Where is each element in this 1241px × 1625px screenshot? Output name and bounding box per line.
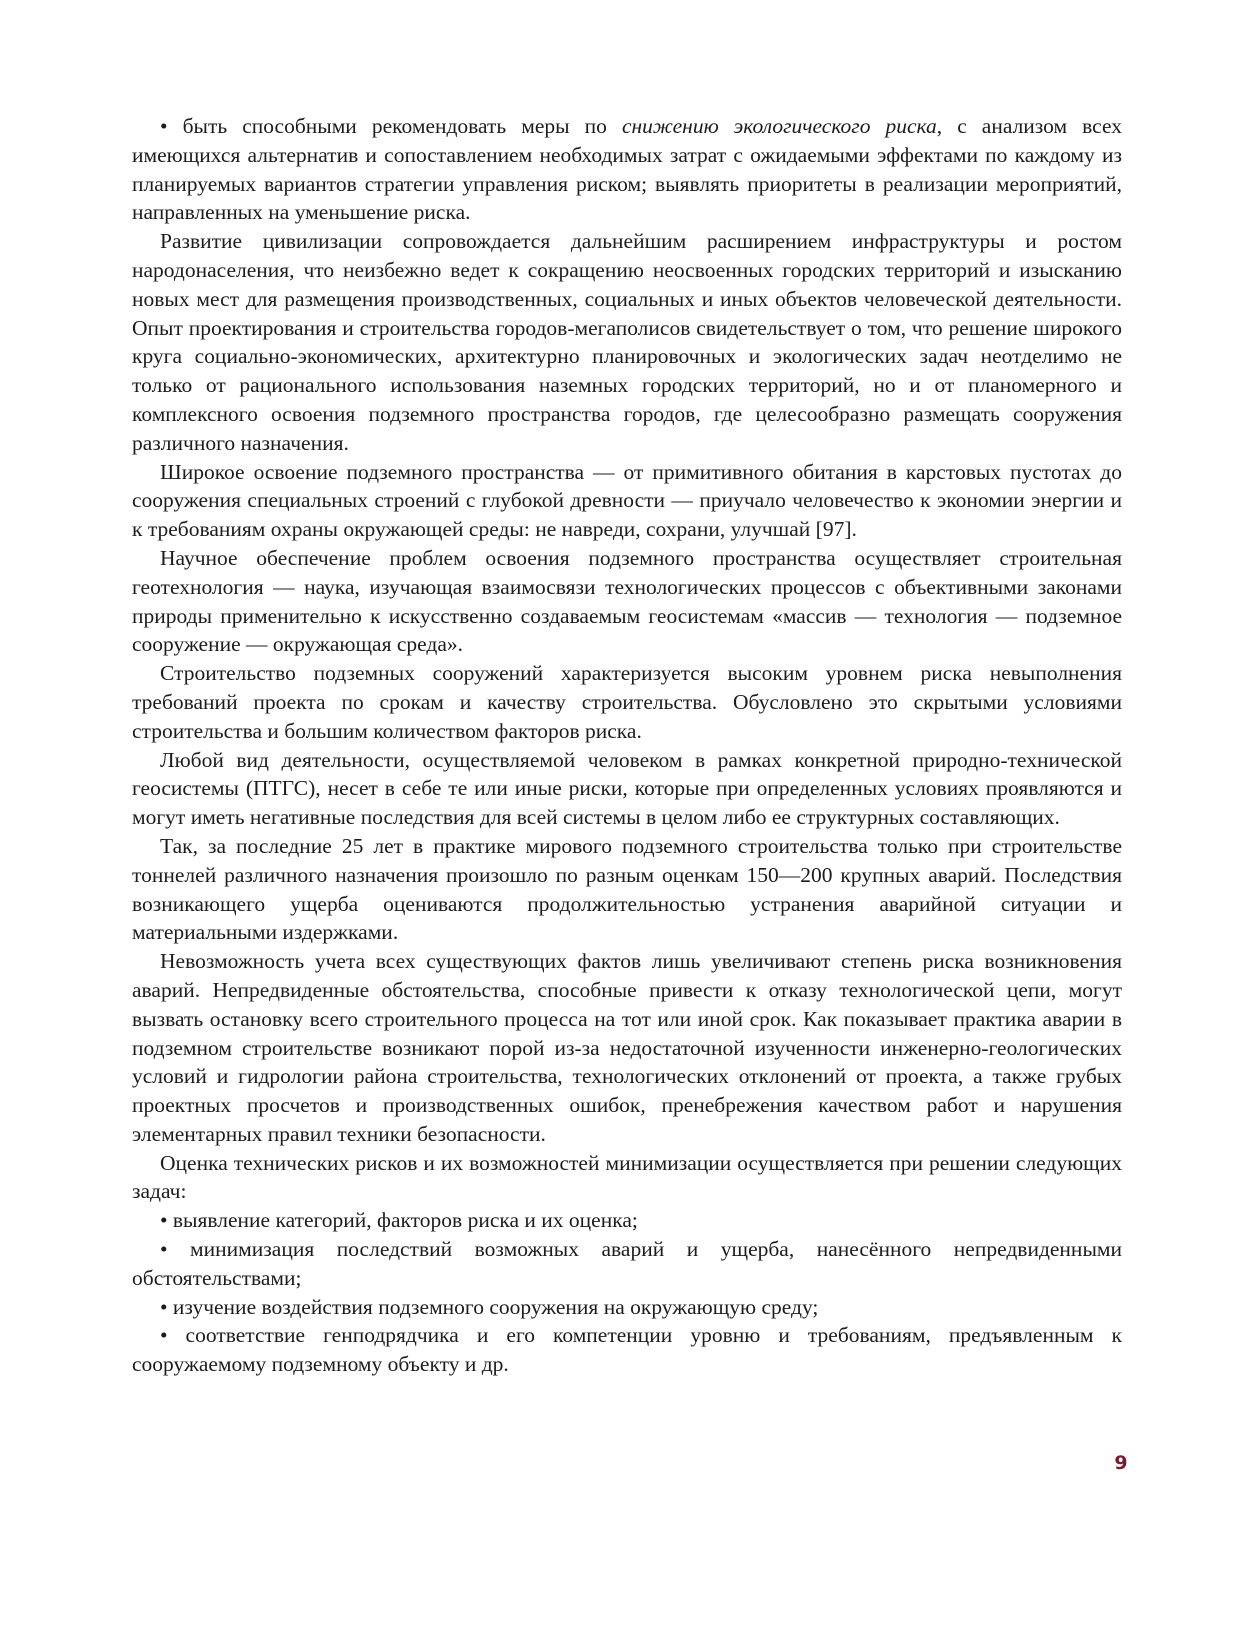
body-text (132, 112, 1122, 1379)
bullet-item: • соответствие генподрядчика и его компетенции уровню и требованиям, предъявленным к сооружаемому подземному объекту и др. (132, 1323, 1122, 1377)
page-number: 9 (1114, 1452, 1128, 1474)
paragraph-underground-development: Широкое освоение подземного пространства — от примитивного обитания в карстовых пустотах до сооружения специальных строений с глубокой древности — приучало человечество к экономии энергии и к требованиям охраны окружающей среды: не навреди, сохрани, улучшай [97]. (132, 459, 1122, 542)
paragraph-tunnel-accidents: Так, за последние 25 лет в практике мирового подземного строительства только при строительстве тоннелей различного назначения произошло по разным оценкам 150—200 крупных аварий. Последствия возникающего ущерба оцениваются продолжительностью устранения аварийной ситуации и материальными издержками. (132, 833, 1122, 945)
emphasized-term: снижению экологического риска (621, 114, 937, 138)
paragraph-civilization: Развитие цивилизации сопровождается дальнейшим расширением инфраструктуры и ростом народонаселения, что неизбежно ведет к сокращению неосвоенных городских территорий и изысканию новых мест для размещения производственных, социальных и иных объектов человеческой деятельности. Опыт проектирования и строительства городов-мегаполисов свидетельствует о том, что решение широкого круга социально-экономических, архитектурно планировочных и экологических задач неотделимо не только от рационального использования наземных городских территорий, но и от планомерного и комплексного освоения подземного пространства городов, где целесообразно размещать сооружения различного назначения. (132, 229, 1122, 455)
text-run: , с анализом всех имеющихся альтернатив и сопоставлением необходимых затрат с ожидаемыми эффектами по каждому из планируемых вариантов стратегии управления риском; выявлять приоритеты в реализации мероприятий, направленных на уменьшение риска. (132, 114, 1122, 225)
text-run: • быть способными рекомендовать меры по (160, 114, 622, 138)
bullet-item: • изучение воздействия подземного сооружения на окружающую среду; (160, 1294, 819, 1319)
paragraph-risk-assessment: Оценка технических рисков и их возможностей минимизации осуществляется при решении следующих задач: (132, 1150, 1122, 1204)
bullet-item: • минимизация последствий возможных аварий и ущерба, нанесённого непредвиденными обстоятельствами; (132, 1237, 1122, 1290)
paragraph-accident-causes: Невозможность учета всех существующих фактов лишь увеличивают степень риска возникновения аварий. Непредвиденные обстоятельства, способные привести к отказу технологической цепи, могут вызвать остановку всего строительного процесса на тот или иной срок. Как показывает практика аварии в подземном строительстве возникают порой из-за недостаточной изученности инженерно-геологических условий и гидрологии района строительства, технологических отклонений от проекта, а также грубых проектных просчетов и производственных ошибок, пренебрежения качеством работ и нарушения элементарных правил техники безопасности. (132, 949, 1122, 1146)
bullet-paragraph-risk-reduction (132, 112, 1122, 227)
paragraph-construction-risk: Строительство подземных сооружений характеризуется высоким уровнем риска невыполнения требований проекта по срокам и качеству строительства. Обусловлено это скрытыми условиями строительства и большим количеством факторов риска. (132, 661, 1122, 743)
paragraph-ptgs: Любой вид деятельности, осуществляемой человеком в рамках конкретной природно-технической геосистемы (ПТГС), несет в себе те или иные риски, которые при определенных условиях проявляются и могут иметь негативные последствия для всей системы в целом либо ее структурных составляющих. (132, 747, 1122, 830)
bullet-item: • выявление категорий, факторов риска и их оценка; (160, 1208, 638, 1233)
paragraph-geotechnology: Научное обеспечение проблем освоения подземного пространства осуществляет строительная геотехнология — наука, изучающая взаимосвязи технологических процессов с объективными законами природы применительно к искусственно создаваемым геосистемам «массив — технология — подземное сооружение — окружающая среда». (132, 545, 1122, 657)
